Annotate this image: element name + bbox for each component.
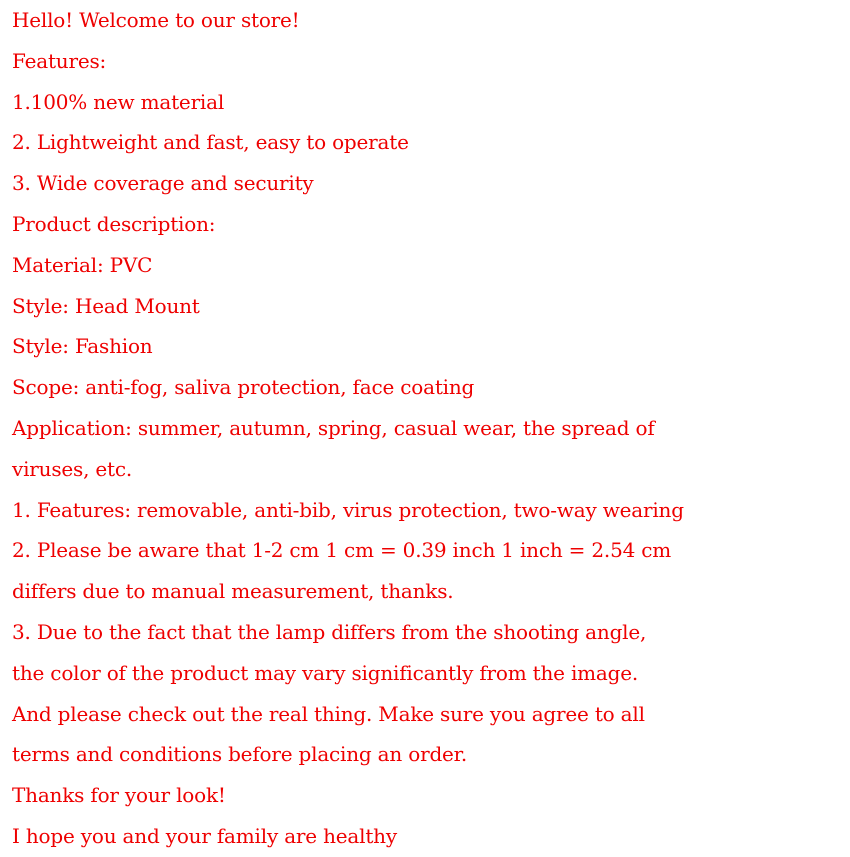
features-heading: Features: [12, 48, 107, 73]
feature-item: 1.100% new material [12, 89, 225, 114]
closing-line: Thanks for your look! [12, 783, 226, 808]
description-heading: Product description: [12, 211, 216, 236]
note-item: And please check out the real thing. Make sure you agree to all [12, 701, 645, 726]
note-item: differs due to manual measurement, thanks. [12, 579, 454, 604]
closing-line: I hope you and your family are healthy [12, 823, 397, 848]
note-item: 2. Please be aware that 1-2 cm 1 cm = 0.39 inch 1 inch = 2.54 cm [12, 538, 672, 563]
description-scope: Scope: anti-fog, saliva protection, face coating [12, 375, 475, 400]
feature-item: 2. Lightweight and fast, easy to operate [12, 130, 409, 155]
product-description-text [12, 0, 848, 857]
description-style: Style: Fashion [12, 334, 153, 359]
greeting-line: Hello! Welcome to our store! [12, 8, 300, 32]
note-item: terms and conditions before placing an order. [12, 742, 468, 767]
description-material: Material: PVC [12, 252, 153, 277]
description-application: Application: summer, autumn, spring, casual wear, the spread of [12, 415, 655, 440]
description-style: Style: Head Mount [12, 293, 200, 318]
note-item: 1. Features: removable, anti-bib, virus protection, two-way wearing [12, 497, 684, 522]
description-application: viruses, etc. [12, 456, 133, 481]
note-item: the color of the product may vary significantly from the image. [12, 660, 639, 685]
note-item: 3. Due to the fact that the lamp differs from the shooting angle, [12, 619, 647, 644]
feature-item: 3. Wide coverage and security [12, 171, 314, 196]
